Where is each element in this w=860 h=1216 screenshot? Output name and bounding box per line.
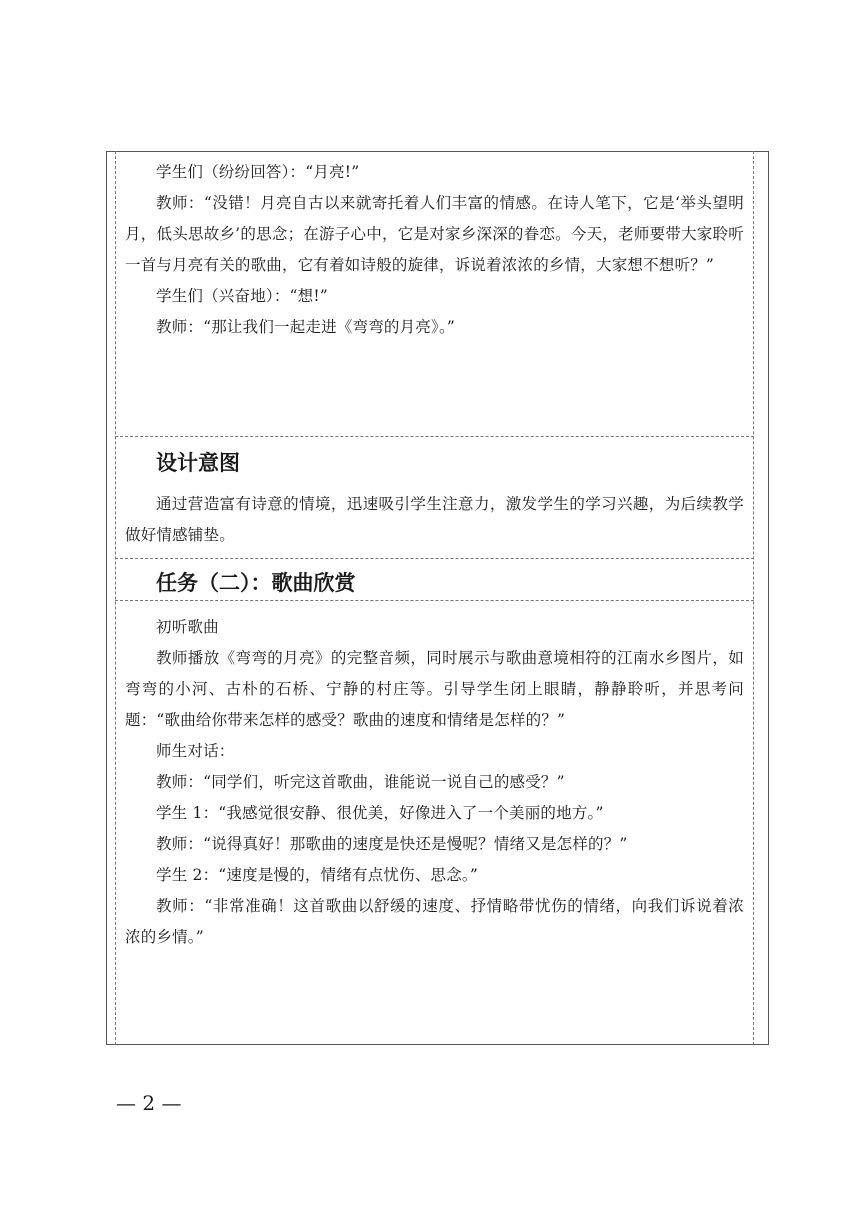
paragraph: 教师：“那让我们一起走进《弯弯的月亮》。” — [156, 318, 456, 336]
paragraph: 师生对话： — [156, 742, 235, 760]
paragraph: 教师：“同学们，听完这首歌曲，谁能说一说自己的感受？” — [156, 773, 565, 791]
row-divider — [115, 600, 754, 601]
paragraph: 学生们（纷纷回答）：“月亮!” — [156, 163, 360, 181]
paragraph: 学生 2：“速度是慢的，情绪有点忧伤、思念。” — [156, 866, 478, 884]
design-intent-body — [115, 489, 754, 551]
row-divider — [115, 558, 754, 559]
task-heading-section — [115, 568, 754, 598]
paragraph: 教师：“非常准确！这首歌曲以舒缓的速度、抒情略带忧伤的情绪，向我们诉说着浓浓的乡情。” — [125, 897, 744, 946]
paragraph: 初听歌曲 — [156, 618, 219, 636]
paragraph: 学生 1：“我感觉很安静、很优美，好像进入了一个美丽的地方。” — [156, 804, 604, 822]
paragraph: 学生们（兴奋地）：“想!” — [156, 287, 328, 305]
paragraph: 教师：“说得真好！那歌曲的速度是快还是慢呢？情绪又是怎样的？” — [156, 835, 628, 853]
design-intent-section — [115, 448, 754, 478]
paragraph: 通过营造富有诗意的情境，迅速吸引学生注意力，激发学生的学习兴趣，为后续教学做好情感铺垫。 — [125, 495, 744, 544]
dialogue-section — [115, 157, 754, 343]
song-appreciation-section — [115, 612, 754, 953]
section-heading: 任务（二）：歌曲欣赏 — [156, 571, 356, 595]
paragraph: 教师：“没错！月亮自古以来就寄托着人们丰富的情感。在诗人笔下，它是‘举头望明月，低头思故乡’的思念；在游子心中，它是对家乡深深的眷恋。今天，老师要带大家聆听一首与月亮有关的歌曲，它有着如诗般的旋律，诉说着浓浓的乡情，大家想不想听？” — [125, 194, 744, 274]
page-number: — 2 — — [116, 1091, 182, 1115]
section-heading: 设计意图 — [156, 451, 240, 475]
row-divider — [115, 436, 754, 437]
paragraph: 教师播放《弯弯的月亮》的完整音频，同时展示与歌曲意境相符的江南水乡图片，如弯弯的小河、古朴的石桥、宁静的村庄等。引导学生闭上眼睛，静静聆听，并思考问题：“歌曲给你带来怎样的感受？歌曲的速度和情绪是怎样的？” — [125, 649, 744, 729]
